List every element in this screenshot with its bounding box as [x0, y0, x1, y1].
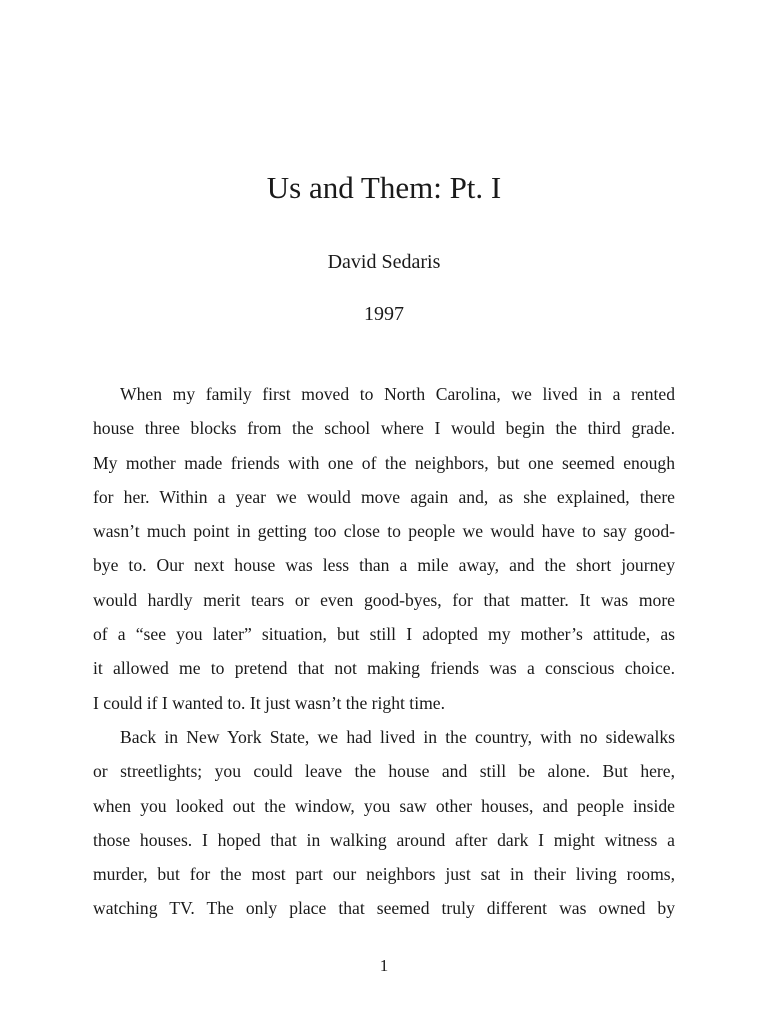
- text-line: bye to. Our next house was less than a mile away, and the short journey: [93, 555, 675, 576]
- document-title: Us and Them: Pt. I: [266, 170, 502, 205]
- text-line: or streetlights; you could leave the house and still be alone. But here,: [93, 761, 675, 782]
- text-line: I could if I wanted to. It just wasn’t the right time.: [93, 692, 445, 713]
- text-line: murder, but for the most part our neighbors just sat in their living rooms,: [93, 864, 675, 885]
- text-line: Back in New York State, we had lived in the country, with no sidewalks: [120, 726, 675, 747]
- document-year: 1997: [364, 303, 404, 325]
- text-line: When my family first moved to North Carolina, we lived in a rented: [120, 384, 675, 404]
- text-line: when you looked out the window, you saw other houses, and people inside: [93, 795, 675, 816]
- text-line: those houses. I hoped that in walking around after dark I might witness a: [93, 829, 675, 850]
- page-number: 1: [379, 956, 389, 975]
- text-line: would hardly merit tears or even good-byes, for that matter. It was more: [93, 589, 675, 610]
- text-line: for her. Within a year we would move again and, as she explained, there: [93, 486, 675, 507]
- text-line: wasn’t much point in getting too close to people we would have to say good-: [93, 521, 675, 542]
- document-body: [93, 380, 675, 929]
- text-line: of a “see you later” situation, but still I adopted my mother’s attitude, as: [93, 624, 675, 645]
- document-author: David Sedaris: [327, 251, 441, 273]
- paragraph: [93, 723, 675, 929]
- text-line: it allowed me to pretend that not making friends was a conscious choice.: [93, 658, 675, 679]
- paragraph: [93, 380, 675, 723]
- text-line: My mother made friends with one of the neighbors, but one seemed enough: [93, 452, 675, 473]
- text-line: house three blocks from the school where I would begin the third grade.: [93, 418, 675, 439]
- text-line: watching TV. The only place that seemed truly different was owned by: [93, 898, 675, 919]
